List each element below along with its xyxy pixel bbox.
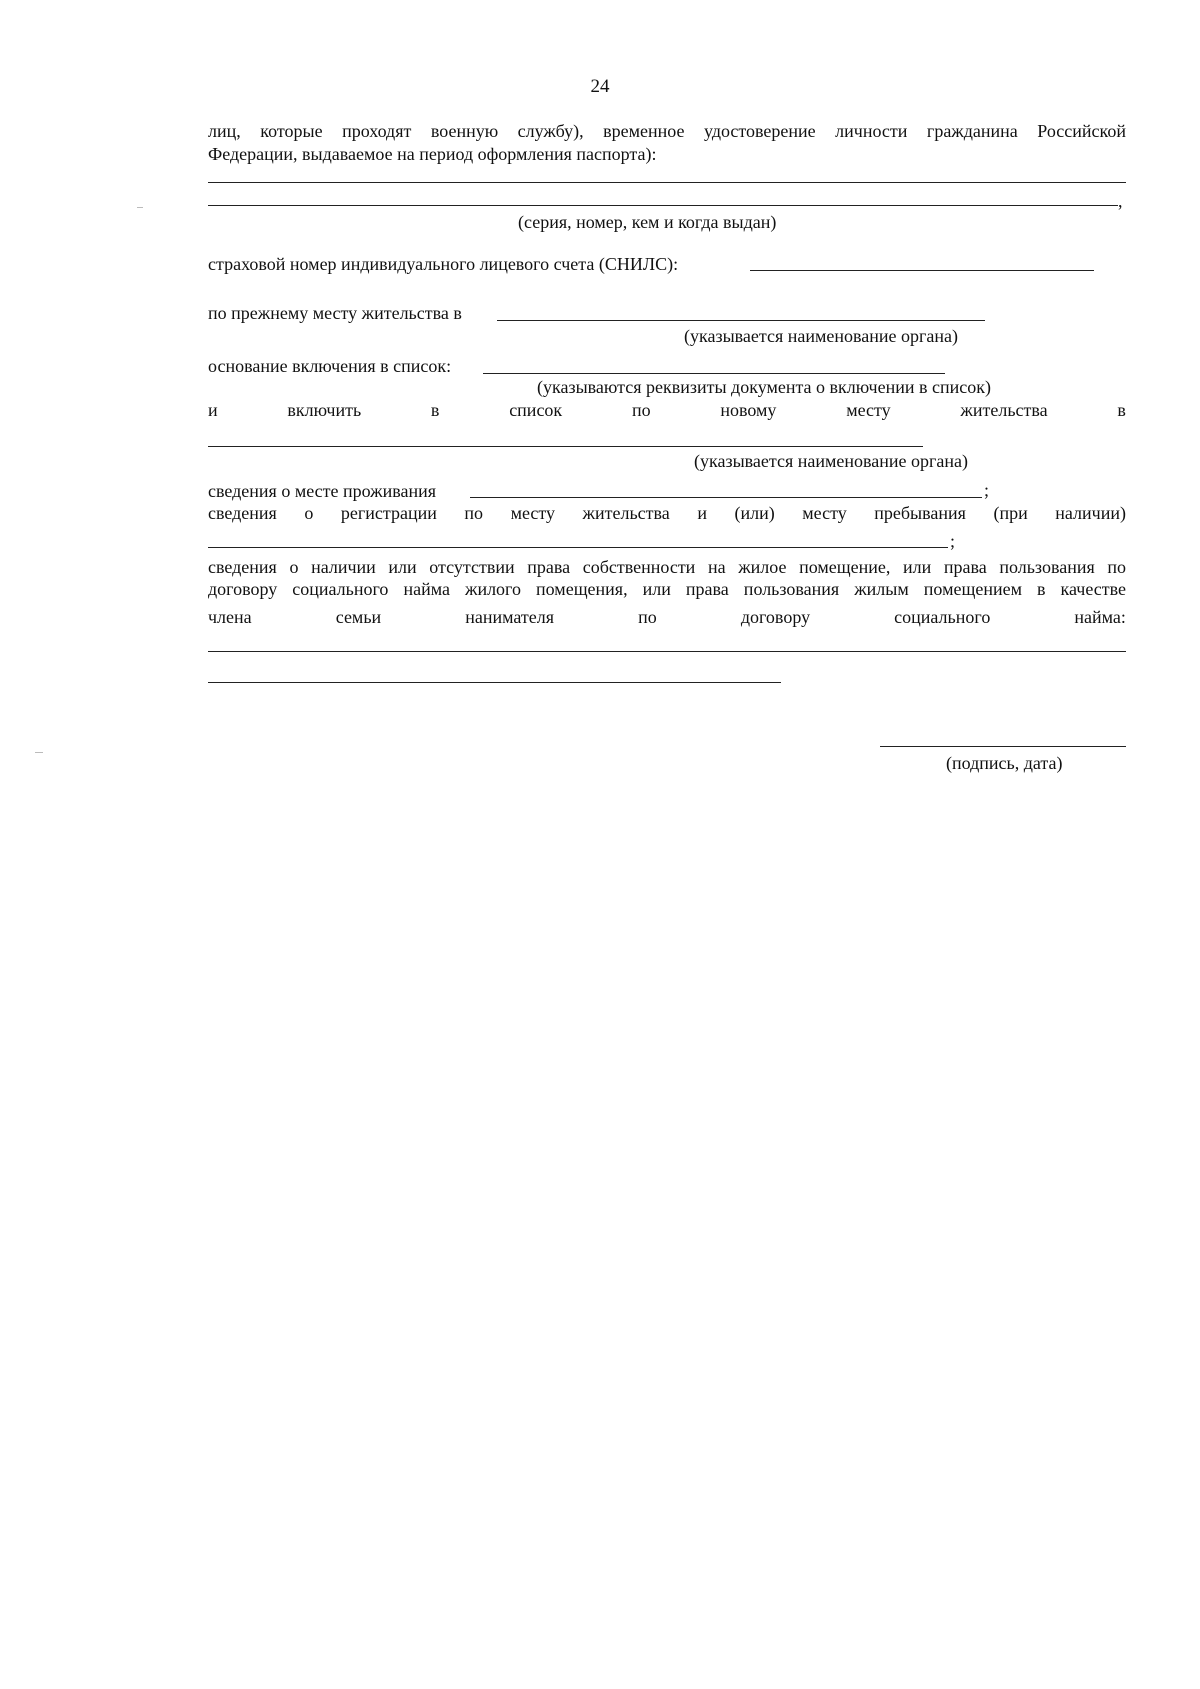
registration-word: пребывания [874,503,966,523]
previous-residence-blank-line[interactable] [497,320,985,321]
document-blank-line-1[interactable] [208,182,1126,183]
include-word: включить [287,400,362,420]
document-trailing-comma: , [1118,191,1123,211]
ownership-blank-line-1[interactable] [208,651,1126,652]
registration-line [208,502,1126,524]
page-number: 24 [590,76,610,97]
document-blank-line-2[interactable] [208,205,1118,206]
include-word: новому [720,400,777,420]
ownership-word: нанимателя [465,607,555,627]
registration-word: по [464,503,484,523]
basis-blank-line[interactable] [483,373,945,374]
ownership-word: по [638,607,657,627]
registration-word: (или) [734,503,775,523]
residence-info-blank-line[interactable] [470,497,982,498]
document-caption: (серия, номер, кем и когда выдан) [518,212,777,232]
residence-info-semicolon: ; [984,480,990,500]
basis-caption: (указываются реквизиты документа о включении в список) [537,377,991,397]
scan-speck [35,752,43,753]
include-word: месту [846,400,891,420]
ownership-word: члена [208,607,252,627]
ownership-word: найма: [1074,607,1126,627]
registration-word: наличии) [1055,503,1126,523]
ownership-line-2 [208,578,1126,600]
registration-word: и [697,503,707,523]
new-residence-caption: (указывается наименование органа) [694,451,969,471]
intro-text-1: лиц, которые проходят военную службу), временное удостоверение личности гражданина Российской [208,121,1126,141]
registration-word: о [304,503,314,523]
registration-word: жительства [582,503,670,523]
registration-blank-line[interactable] [208,547,948,548]
registration-word: регистрации [340,503,437,523]
include-word: в [430,400,440,420]
ownership-blank-line-2[interactable] [208,682,781,683]
registration-word: месту [802,503,847,523]
include-word: в [1117,400,1126,420]
previous-residence-label: по прежнему месту жительства в [208,303,462,323]
registration-word: сведения [208,503,277,523]
include-word: список [509,400,563,420]
signature-blank-line[interactable] [880,746,1126,747]
registration-semicolon: ; [950,531,956,551]
ownership-text-2: договору социального найма жилого помещения, или права пользования жилым помещением в качестве [208,579,1126,599]
intro-line-2: Федерации, выдаваемое на период оформления паспорта): [208,144,657,164]
ownership-word: семьи [335,607,382,627]
signature-caption: (подпись, дата) [946,753,1063,773]
basis-label: основание включения в список: [208,356,452,376]
include-word: жительства [960,400,1048,420]
ownership-line-1 [208,556,1126,578]
ownership-text-1: сведения о наличии или отсутствии права собственности на жилое помещение, или права пользования по [208,557,1126,577]
include-line [208,399,1126,421]
intro-line-1 [208,120,1126,142]
ownership-line-3 [208,606,1126,628]
registration-word: (при [993,503,1028,523]
include-word: и [208,400,218,420]
residence-info-label: сведения о месте проживания [208,481,437,501]
previous-residence-caption: (указывается наименование органа) [684,326,959,346]
scan-speck [137,207,143,208]
include-word: по [631,400,651,420]
snils-label: страховой номер индивидуального лицевого счета (СНИЛС): [208,254,679,274]
ownership-word: договору [740,607,811,627]
new-residence-blank-line[interactable] [208,446,923,447]
ownership-word: социального [894,607,991,627]
snils-blank-line[interactable] [750,270,1094,271]
registration-word: месту [510,503,556,523]
